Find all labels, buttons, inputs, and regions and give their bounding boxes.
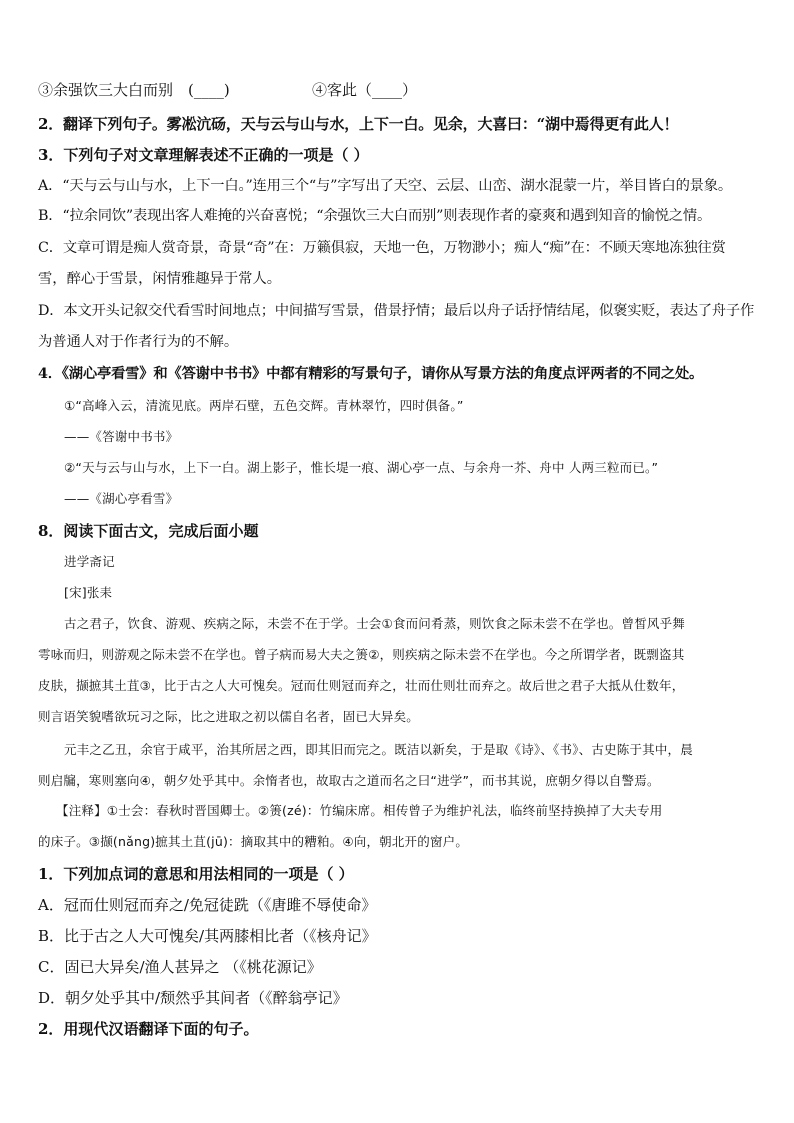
sub-question-1-option-c: C．固已大异矣/渔人甚异之 （《桃花源记》 <box>38 958 322 976</box>
essay-notes-line2: 的床子。③撷(nǎng)摭其土苴(jū)：摘取其中的糟粕。④向，朝北开的窗户。 <box>38 834 469 849</box>
q3-option-d-line1: D．本文开头记叙交代看雪时间地点；中间描写雪景，借景抒情；最后以舟子话抒情结尾，似褒实贬，表达了舟子作 <box>38 303 755 319</box>
q4-stem: 4．《湖心亭看雪》和《答谢中书书》中都有精彩的写景句子，请你从写景方法的角度点评两者的不同之处。 <box>38 366 704 382</box>
sub-question-2: 2．用现代汉语翻译下面的句子。 <box>38 1020 259 1038</box>
q3-option-a: A．“天与云与山与水，上下一白。”连用三个“与”字写出了天空、云层、山峦、湖水混蒙一片，举目皆白的景象。 <box>38 178 732 194</box>
essay-para1-line1: 古之君子，饮食、游观、疾病之际，未尝不在于学。士会①食而问肴蒸，则饮食之际未尝不在学也。曾皙风乎舞 <box>64 616 686 631</box>
q3-option-b: B．“拉余同饮”表现出客人难掩的兴奋喜悦；“余强饮三大白而别”则表现作者的豪爽和遇到知音的愉悦之情。 <box>38 208 712 224</box>
q3-option-d-line2: 为普通人对于作者行为的不解。 <box>38 334 239 350</box>
sub-question-1-option-d: D．朝夕处乎其中/颓然乎其间者（《醉翁亭记》 <box>38 989 348 1007</box>
sub-question-1-option-a: A．冠而仕则冠而弃之/免冠徒跣（《唐雎不辱使命》 <box>38 896 377 914</box>
q4-source-1: ——《答谢中书书》 <box>64 429 179 444</box>
sub-question-1-option-b: B．比于古之人大可愧矣/其两膝相比者（《核舟记》 <box>38 927 377 945</box>
q8-header: 8．阅读下面古文，完成后面小题 <box>38 522 259 540</box>
q4-quote-2: ②“天与云与山与水，上下一白。湖上影子，惟长堤一痕、湖心亭一点、与余舟一芥、舟中 人两三粒而已。” <box>64 460 659 475</box>
sub-question-1: 1．下列加点词的意思和用法相同的一项是（ ） <box>38 865 354 883</box>
essay-author: [宋]张耒 <box>64 585 113 600</box>
q-prev-item4: ④客此（____） <box>312 81 418 99</box>
q3-option-c-line1: C．文章可谓是痴人赏奇景，奇景“奇”在：万籁俱寂，天地一色，万物渺小；痴人“痴”在：不顾天寒地冻独往赏 <box>38 240 726 256</box>
essay-para2-line2: 则启牖，寒则塞向④，朝夕处乎其中。余惰者也，故取古之道而名之曰“进学”，而书其说，庶朝夕得以自警焉。 <box>38 773 660 788</box>
essay-para1-line3: 皮肤，撷摭其土苴③，比于古之人大可愧矣。冠而仕则冠而弃之，壮而仕则壮而弃之。故后世之君子大抵从仕数年， <box>38 678 685 693</box>
essay-para2-line1: 元丰之乙丑，余官于咸平，治其所居之西，即其旧而完之。既洁以新矣，于是取《诗》、《书》、古史陈于其中，晨 <box>64 742 693 757</box>
q4-quote-1: ①“高峰入云，清流见底。两岸石壁，五色交辉。青林翠竹，四时俱备。” <box>64 398 464 413</box>
essay-para1-line2: 雩咏而归，则游观之际未尝不在学也。曾子病而易大夫之箦②，则疾病之际未尝不在学也。今之所谓学者，既剽盗其 <box>38 647 685 662</box>
essay-title: 进学斋记 <box>64 554 115 569</box>
essay-para1-line4: 则言语笑貌嗜欲玩习之际，比之进取之初以儒自名者，固已大异矣。 <box>38 709 420 724</box>
q3-stem: 3．下列句子对文章理解表述不正确的一项是（ ） <box>38 146 369 164</box>
q4-source-2: ——《湖心亭看雪》 <box>64 491 179 506</box>
q2-translate: 2．翻译下列句子。雾凇沆砀，天与云与山与水，上下一白。见余，大喜曰：“湖中焉得更有此人！ <box>38 115 679 133</box>
q3-option-c-line2: 雪，醉心于雪景，闲情雅趣异于常人。 <box>38 271 282 287</box>
q-prev-item3: ③余强饮三大白而别 (____) <box>38 81 230 99</box>
essay-notes-line1: 【注释】①士会：春秋时晋国卿士。②箦(zé)：竹编床席。相传曾子为维护礼法，临终前坚持换掉了大夫专用 <box>56 803 663 818</box>
